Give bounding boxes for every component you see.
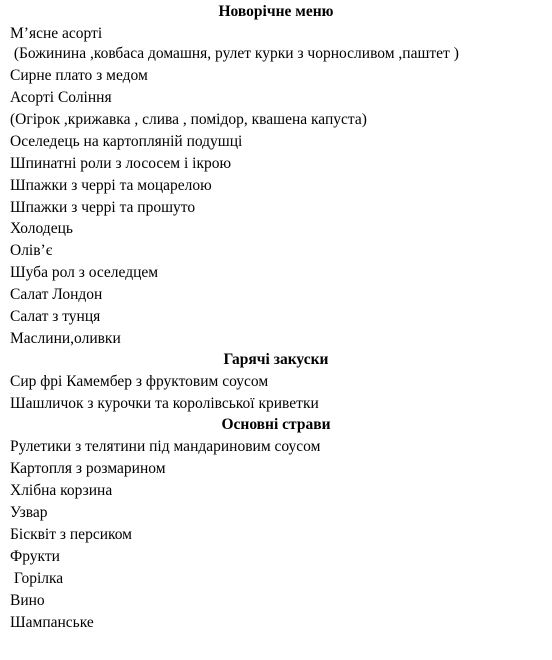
menu-item: Салат з тунця	[10, 308, 101, 325]
menu-item: (Огірок ,крижавка , слива , помідор, квашена капуста)	[10, 111, 367, 128]
menu-item: Асорті Соління	[10, 89, 112, 106]
menu-item: Шампанське	[10, 614, 94, 631]
menu-item: Вино	[10, 592, 45, 609]
menu-item: Шпинатні роли з лососем і ікрою	[10, 155, 232, 172]
menu-item: Хлібна корзина	[10, 482, 113, 499]
menu-item: Бісквіт з персиком	[10, 526, 132, 543]
menu-item: Олів’є	[10, 242, 53, 259]
menu-item: Узвар	[10, 504, 48, 521]
menu-item: (Божинина ,ковбаса домашня, рулет курки з чорносливом ,паштет )	[10, 45, 459, 62]
menu-item: Рулетики з телятини під мандариновим соусом	[10, 438, 321, 455]
menu-item: Шашличок з курочки та королівської криветки	[10, 395, 319, 412]
menu-item: Шпажки з черрі та моцарелою	[10, 177, 212, 194]
menu-item: Оселедець на картопляній подушці	[10, 133, 243, 150]
menu-item: М’ясне асорті	[10, 25, 103, 42]
menu-item: Горілка	[10, 570, 64, 587]
section-heading-hot-appetizers: Гарячі закуски	[223, 351, 329, 368]
section-heading-main-courses: Основні страви	[221, 416, 331, 433]
menu-item: Шпажки з черрі та прошуто	[10, 199, 196, 216]
menu-item: Сирне плато з медом	[10, 67, 148, 84]
section-heading-new-year-menu: Новорічне меню	[218, 3, 334, 20]
menu-item: Картопля з розмарином	[10, 460, 166, 477]
menu-item: Маслини,оливки	[10, 330, 121, 347]
menu-item: Шуба рол з оселедцем	[10, 264, 159, 281]
menu-item: Фрукти	[10, 548, 60, 565]
menu-item: Холодець	[10, 220, 73, 237]
menu-item: Сир фрі Камембер з фруктовим соусом	[10, 373, 269, 390]
menu-item: Салат Лондон	[10, 286, 103, 303]
